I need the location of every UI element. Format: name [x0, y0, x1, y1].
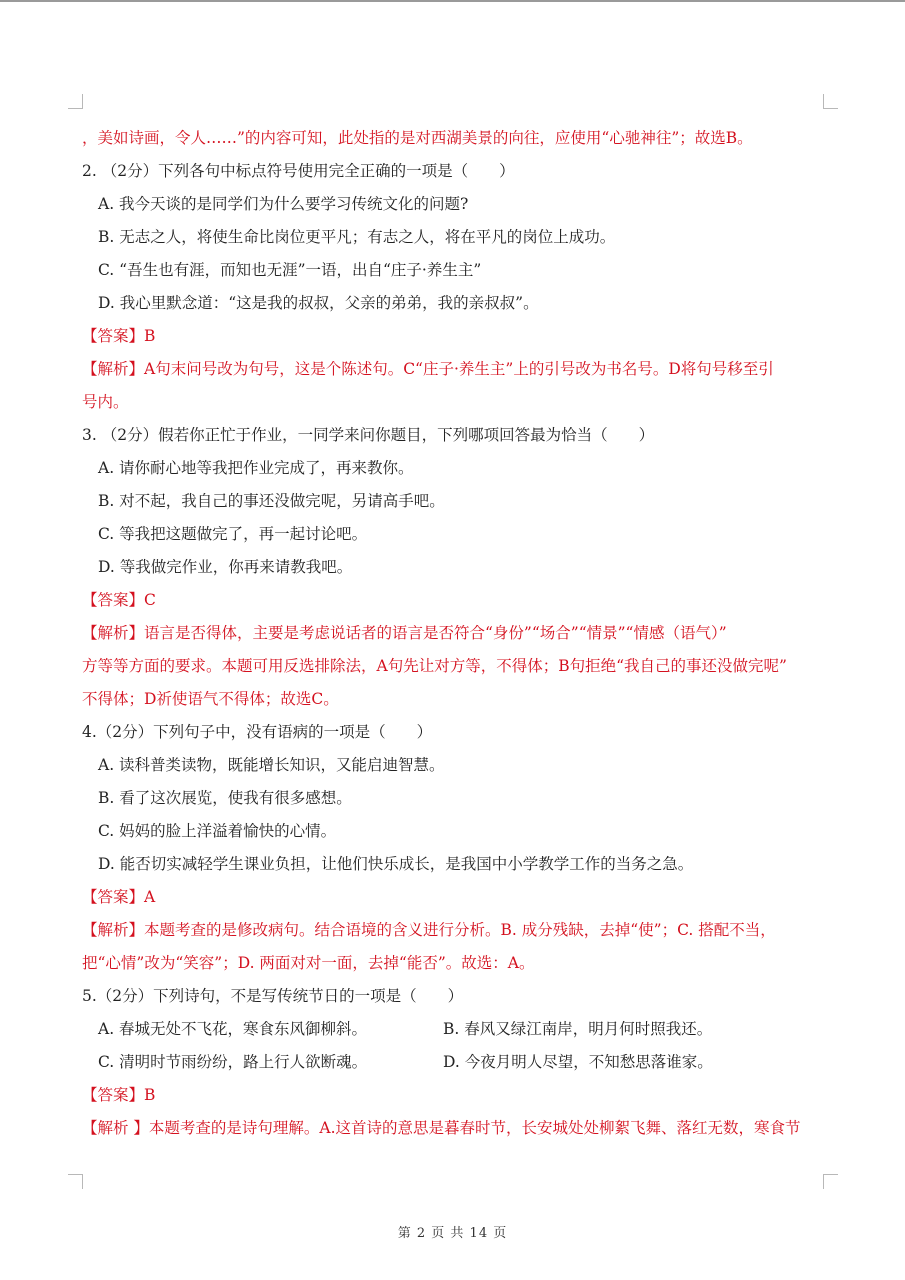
question-3 [82, 419, 827, 716]
option-b: B. 无志之人，将使生命比岗位更平凡；有志之人，将在平凡的岗位上成功。 [98, 228, 616, 246]
question-stem: 4.（2分）下列句子中，没有语病的一项是（ ） [82, 723, 433, 741]
previous-analysis-tail: ，美如诗画，令人……”的内容可知，此处指的是对西湖美景的向往，应使用“心驰神往”；故选B。 [82, 129, 753, 147]
question-2 [82, 155, 827, 419]
answer: 【答案】B [82, 327, 156, 345]
crop-mark-bottom-left [68, 1174, 83, 1189]
top-border [0, 0, 905, 2]
option-c: C. 妈妈的脸上洋溢着愉快的心情。 [98, 822, 337, 840]
option-a: A. 春城无处不飞花，寒食东风御柳斜。 [98, 1020, 368, 1038]
question-4 [82, 716, 827, 980]
answer: 【答案】B [82, 1086, 156, 1104]
answer: 【答案】A [82, 888, 156, 906]
option-a: A. 读科普类读物，既能增长知识，又能启迪智慧。 [98, 756, 445, 774]
analysis: 【解析 】本题考查的是诗句理解。A.这首诗的意思是暮春时节，长安城处处柳絮飞舞、落红无数，寒食节 [82, 1119, 801, 1137]
option-a: A. 我今天谈的是同学们为什么要学习传统文化的问题? [98, 195, 469, 213]
option-d: D. 等我做完作业，你再来请教我吧。 [98, 558, 353, 576]
option-b: B. 看了这次展览，使我有很多感想。 [98, 789, 352, 807]
question-stem: 2. （2分）下列各句中标点符号使用完全正确的一项是（ ） [82, 162, 515, 180]
options-row-1 [82, 1013, 827, 1046]
question-stem: 5.（2分）下列诗句，不是写传统节日的一项是（ ） [82, 987, 464, 1005]
analysis: 【解析】A句末问号改为句号，这是个陈述句。C“庄子·养生主”上的引号改为书名号。D将句号移至引 [82, 360, 774, 378]
option-d: D. 今夜月明人尽望，不知愁思落谁家。 [443, 1053, 713, 1071]
answer: 【答案】C [82, 591, 156, 609]
options-row-2 [82, 1046, 827, 1079]
question-stem: 3. （2分）假若你正忙于作业，一同学来问你题目，下列哪项回答最为恰当（ ） [82, 426, 655, 444]
option-c: C. “吾生也有涯，而知也无涯”一语，出自“庄子·养生主” [98, 261, 482, 279]
analysis-continued: 号内。 [82, 393, 129, 411]
option-a: A. 请你耐心地等我把作业完成了，再来教你。 [98, 459, 414, 477]
page-content [82, 122, 827, 1145]
question-5 [82, 980, 827, 1145]
analysis-continued: 方等等方面的要求。本题可用反选排除法，A句先让对方等，不得体；B句拒绝“我自己的事还没做完呢” [82, 657, 787, 675]
option-d: D. 我心里默念道：“这是我的叔叔，父亲的弟弟，我的亲叔叔”。 [98, 294, 539, 312]
analysis: 【解析】本题考查的是修改病句。结合语境的含义进行分析。B. 成分残缺，去掉“使”；C. 搭配不当， [82, 921, 776, 939]
option-b: B. 春风又绿江南岸，明月何时照我还。 [443, 1020, 713, 1038]
option-c: C. 清明时节雨纷纷，路上行人欲断魂。 [98, 1053, 368, 1071]
option-b: B. 对不起，我自己的事还没做完呢，另请高手吧。 [98, 492, 445, 510]
crop-mark-bottom-right [823, 1174, 838, 1189]
crop-mark-top-left [68, 94, 83, 109]
option-c: C. 等我把这题做完了，再一起讨论吧。 [98, 525, 368, 543]
option-d: D. 能否切实减轻学生课业负担，让他们快乐成长，是我国中小学教学工作的当务之急。 [98, 855, 694, 873]
page-number-footer: 第 2 页 共 14 页 [397, 1226, 508, 1241]
analysis-continued: 不得体；D祈使语气不得体；故选C。 [82, 690, 339, 708]
analysis: 【解析】语言是否得体，主要是考虑说话者的语言是否符合“身份”“场合”“情景”“情感（语气）” [82, 624, 727, 642]
analysis-continued: 把“心情”改为“笑容”；D. 两面对对一面，去掉“能否”。故选：A。 [82, 954, 535, 972]
crop-mark-top-right [823, 94, 838, 109]
